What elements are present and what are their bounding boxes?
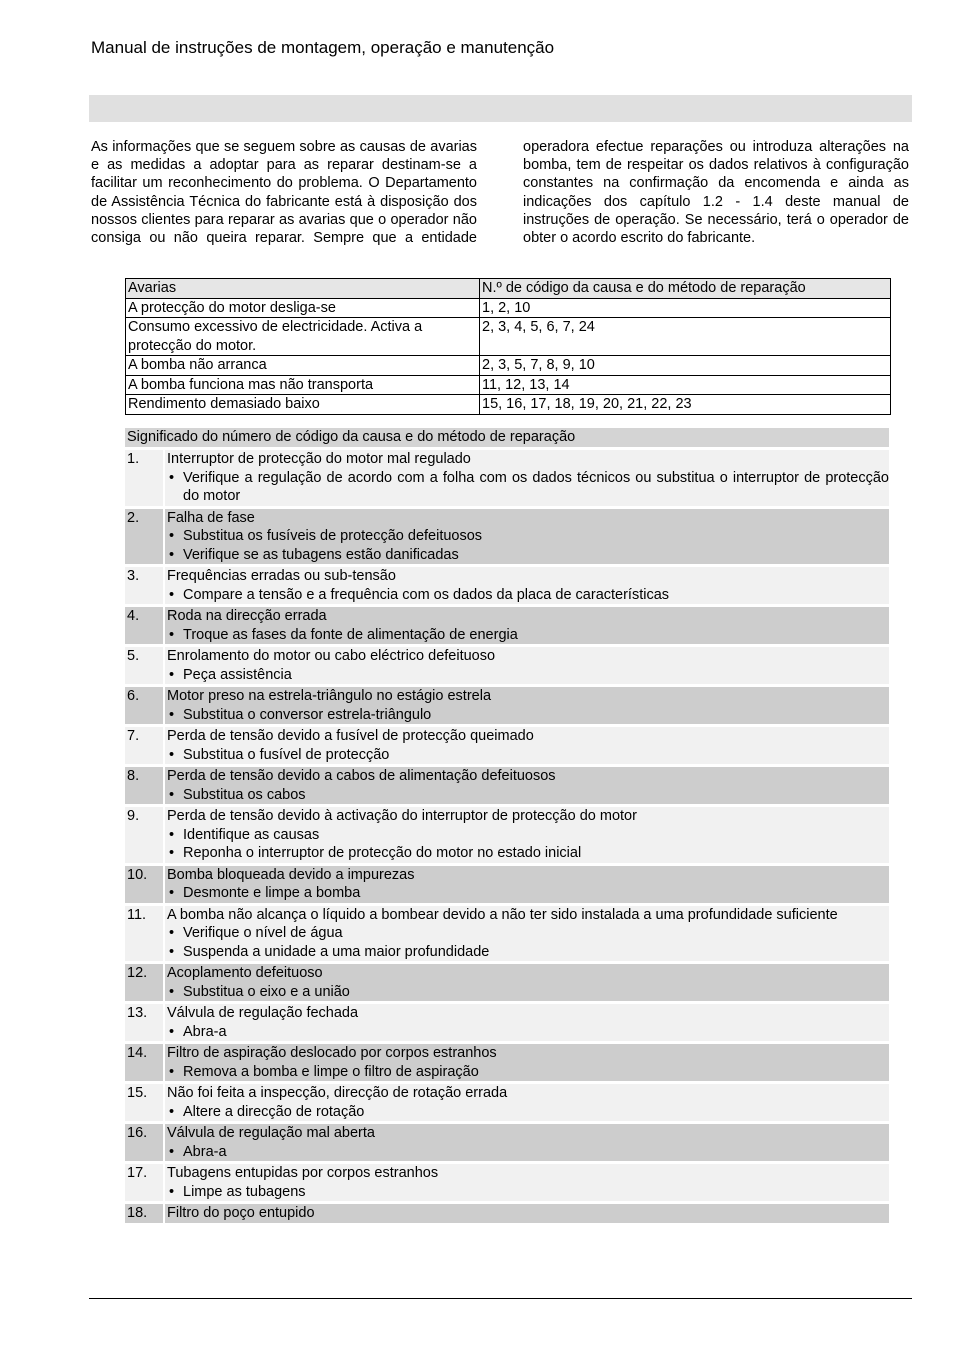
bullet-icon: •	[169, 786, 175, 803]
remedy-item	[167, 943, 889, 962]
bullet-icon: •	[169, 528, 175, 544]
code-meaning-body	[165, 964, 889, 1001]
code-meaning-body	[165, 727, 889, 764]
code-number: 11.	[125, 906, 163, 962]
code-meaning-row	[125, 1044, 889, 1081]
code-number: 2.	[125, 509, 163, 565]
cause-text: Falha de fase	[167, 509, 255, 526]
faults-header-cell: Avarias	[126, 279, 480, 299]
bullet-icon: •	[169, 845, 175, 861]
remedy-item	[167, 469, 889, 506]
code-meaning-body	[165, 906, 889, 962]
code-number: 8.	[125, 767, 163, 804]
faults-table-row	[126, 356, 891, 376]
intro-paragraph: As informações que se seguem sobre as causas de avarias e as medidas a adoptar para as reparar destinam-se a facilitar um reconhecimento do problema. O Departamento de Assistência Técnica do fabricante está à disposição dos nossos clientes para reparar as avarias que o operador não consiga ou não queira reparar. Sempre que a entidade operadora efectue reparações ou introduza alterações na bomba, tem de respeitar os dados relativos à configuração constantes na confirmação da encomenda e ainda as indicações dos capítulo 1.2 - 1.4 deste manual de instruções de operação. Se necessário, terá o operador de obter o acordo escrito do fabricante.	[91, 139, 909, 247]
remedy-item	[167, 924, 889, 943]
remedy-text: Abra-a	[183, 1143, 227, 1160]
bullet-icon: •	[169, 586, 175, 603]
code-number: 18.	[125, 1204, 163, 1223]
cause-text: Perda de tensão devido à activação do interruptor de protecção do motor	[167, 808, 637, 824]
code-meaning-body	[165, 1204, 889, 1223]
code-cell: 15, 16, 17, 18, 19, 20, 21, 22, 23	[480, 395, 891, 415]
code-number: 3.	[125, 567, 163, 604]
bullet-icon: •	[169, 826, 175, 843]
code-meaning-row	[125, 807, 889, 863]
remedy-item	[167, 1143, 889, 1162]
code-number: 10.	[125, 866, 163, 903]
cause-text: Tubagens entupidas por corpos estranhos	[167, 1165, 439, 1181]
remedy-item	[167, 1023, 889, 1042]
code-number: 5.	[125, 647, 163, 684]
remedy-text: Identifique as causas	[183, 826, 320, 843]
cause-text: Perda de tensão devido a fusível de protecção queimado	[167, 728, 534, 744]
code-cell: 11, 12, 13, 14	[480, 375, 891, 395]
code-meaning-row	[125, 727, 889, 764]
remedy-item	[167, 826, 889, 845]
code-cell: 2, 3, 4, 5, 6, 7, 24	[480, 318, 891, 356]
remedy-text: Substitua os cabos	[183, 786, 306, 803]
code-number: 9.	[125, 807, 163, 863]
code-meaning-row	[125, 450, 889, 506]
code-meaning-body	[165, 1004, 889, 1041]
remedy-text: Substitua o fusível de protecção	[183, 746, 390, 763]
cause-text: Acoplamento defeituoso	[167, 965, 323, 981]
remedy-text: Substitua o eixo e a união	[183, 983, 350, 1000]
cause-text: Não foi feita a inspecção, direcção de rotação errada	[167, 1085, 508, 1101]
faults-table-row	[126, 298, 891, 318]
fault-cell: Rendimento demasiado baixo	[126, 395, 480, 415]
code-cell: 2, 3, 5, 7, 8, 9, 10	[480, 356, 891, 376]
code-meaning-body	[165, 687, 889, 724]
faults-header-cell: N.º de código da causa e do método de reparação	[480, 279, 891, 299]
bullet-icon: •	[169, 746, 175, 763]
code-meaning-body	[165, 607, 889, 644]
cause-text: Válvula de regulação fechada	[167, 1005, 359, 1021]
bullet-icon: •	[169, 885, 175, 901]
code-meaning-row	[125, 1124, 889, 1161]
code-meaning-body	[165, 1044, 889, 1081]
footer-divider	[89, 1298, 912, 1299]
remedy-text: Limpe as tubagens	[183, 1183, 306, 1200]
remedy-text: Troque as fases da fonte de alimentação de energia	[183, 626, 518, 643]
code-number: 14.	[125, 1044, 163, 1081]
code-meaning-body	[165, 1124, 889, 1161]
cause-text: Roda na direcção errada	[167, 608, 327, 624]
remedy-item	[167, 1103, 889, 1122]
code-meaning-row	[125, 567, 889, 604]
code-meaning-body	[165, 567, 889, 604]
remedy-item	[167, 884, 889, 903]
cause-text: Filtro de aspiração deslocado por corpos estranhos	[167, 1045, 497, 1061]
code-meaning-body	[165, 1164, 889, 1201]
remedy-item	[167, 844, 889, 863]
remedy-text: Verifique se as tubagens estão danificadas	[183, 546, 459, 563]
remedy-text: Compare a tensão e a frequência com os dados da placa de características	[183, 586, 670, 603]
code-number: 4.	[125, 607, 163, 644]
code-meaning-row	[125, 906, 889, 962]
remedy-text: Reponha o interruptor de protecção do motor no estado inicial	[183, 845, 582, 861]
bullet-icon: •	[169, 666, 175, 683]
code-number: 17.	[125, 1164, 163, 1201]
intro-text-block	[91, 138, 909, 266]
code-meaning-body	[165, 509, 889, 565]
code-number: 7.	[125, 727, 163, 764]
remedy-item	[167, 706, 889, 725]
fault-cell: A protecção do motor desliga-se	[126, 298, 480, 318]
remedy-text: Altere a direcção de rotação	[183, 1103, 365, 1120]
remedy-text: Desmonte e limpe a bomba	[183, 885, 361, 901]
faults-table-row	[126, 318, 891, 356]
code-meaning-row	[125, 1004, 889, 1041]
code-meaning-rows	[125, 450, 889, 1223]
remedy-item	[167, 626, 889, 645]
faults-table-header-row	[126, 279, 891, 299]
remedy-text: Remova a bomba e limpe o filtro de aspiração	[183, 1063, 479, 1080]
code-meaning-body	[165, 1084, 889, 1121]
code-number: 6.	[125, 687, 163, 724]
code-meaning-row	[125, 1084, 889, 1121]
remedy-text: Verifique o nível de água	[183, 925, 343, 941]
remedy-text: Abra-a	[183, 1023, 227, 1040]
bullet-icon: •	[169, 1023, 175, 1040]
code-meaning-body	[165, 866, 889, 903]
bullet-icon: •	[169, 983, 175, 1000]
code-meaning-row	[125, 767, 889, 804]
code-meaning-row	[125, 647, 889, 684]
remedy-item	[167, 746, 889, 765]
remedy-item	[167, 983, 889, 1002]
remedy-text: Substitua os fusíveis de protecção defeituosos	[183, 528, 483, 544]
remedy-text: Verifique a regulação de acordo com a folha com os dados técnicos ou substitua o interruptor de protecção do motor	[183, 469, 889, 504]
code-meaning-row	[125, 964, 889, 1001]
bullet-icon: •	[169, 546, 175, 563]
remedy-item	[167, 586, 889, 605]
code-meaning-title: Significado do número de código da causa e do método de reparação	[125, 428, 889, 447]
cause-text: A bomba não alcança o líquido a bombear devido a não ter sido instalada a uma profundidade suficiente	[167, 906, 838, 923]
page-header-title: Manual de instruções de montagem, operação e manutenção	[91, 38, 555, 57]
bullet-icon: •	[169, 1143, 175, 1160]
remedy-text: Substitua o conversor estrela-triângulo	[183, 706, 432, 723]
cause-text: Válvula de regulação mal aberta	[167, 1125, 375, 1141]
remedy-item	[167, 527, 889, 546]
code-meaning-row	[125, 1204, 889, 1223]
cause-text: Motor preso na estrela-triângulo no estágio estrela	[167, 688, 492, 704]
faults-table-row	[126, 395, 891, 415]
cause-text: Enrolamento do motor ou cabo eléctrico defeituoso	[167, 648, 496, 664]
bullet-icon: •	[169, 1183, 175, 1200]
section-heading-bar	[89, 95, 912, 122]
code-meaning-body	[165, 647, 889, 684]
remedy-text: Suspenda a unidade a uma maior profundidade	[183, 943, 490, 960]
code-meaning-row	[125, 607, 889, 644]
bullet-icon: •	[169, 943, 175, 960]
fault-cell: A bomba não arranca	[126, 356, 480, 376]
bullet-icon: •	[169, 626, 175, 643]
code-meaning-body	[165, 767, 889, 804]
remedy-item	[167, 666, 889, 685]
code-meaning-body	[165, 450, 889, 506]
remedy-text: Peça assistência	[183, 666, 292, 683]
faults-table	[125, 278, 891, 415]
bullet-icon: •	[169, 1063, 175, 1080]
code-meaning-list	[125, 428, 889, 1223]
code-number: 12.	[125, 964, 163, 1001]
code-cell: 1, 2, 10	[480, 298, 891, 318]
remedy-item	[167, 786, 889, 805]
bullet-icon: •	[169, 706, 175, 723]
code-number: 16.	[125, 1124, 163, 1161]
bullet-icon: •	[169, 1103, 175, 1120]
cause-text: Filtro do poço entupido	[167, 1205, 315, 1221]
fault-cell: A bomba funciona mas não transporta	[126, 375, 480, 395]
code-meaning-row	[125, 687, 889, 724]
code-meaning-body	[165, 807, 889, 863]
cause-text: Frequências erradas ou sub-tensão	[167, 568, 396, 584]
remedy-item	[167, 546, 889, 565]
bullet-icon: •	[169, 469, 175, 486]
cause-text: Bomba bloqueada devido a impurezas	[167, 866, 415, 883]
faults-table-row	[126, 375, 891, 395]
code-meaning-row	[125, 866, 889, 903]
remedy-item	[167, 1063, 889, 1082]
cause-text: Perda de tensão devido a cabos de alimentação defeituosos	[167, 768, 556, 784]
code-meaning-row	[125, 1164, 889, 1201]
code-number: 15.	[125, 1084, 163, 1121]
code-number: 13.	[125, 1004, 163, 1041]
code-meaning-row	[125, 509, 889, 565]
remedy-item	[167, 1183, 889, 1202]
fault-cell: Consumo excessivo de electricidade. Activa a protecção do motor.	[126, 318, 480, 356]
cause-text: Interruptor de protecção do motor mal regulado	[167, 451, 471, 467]
bullet-icon: •	[169, 925, 175, 941]
code-number: 1.	[125, 450, 163, 506]
